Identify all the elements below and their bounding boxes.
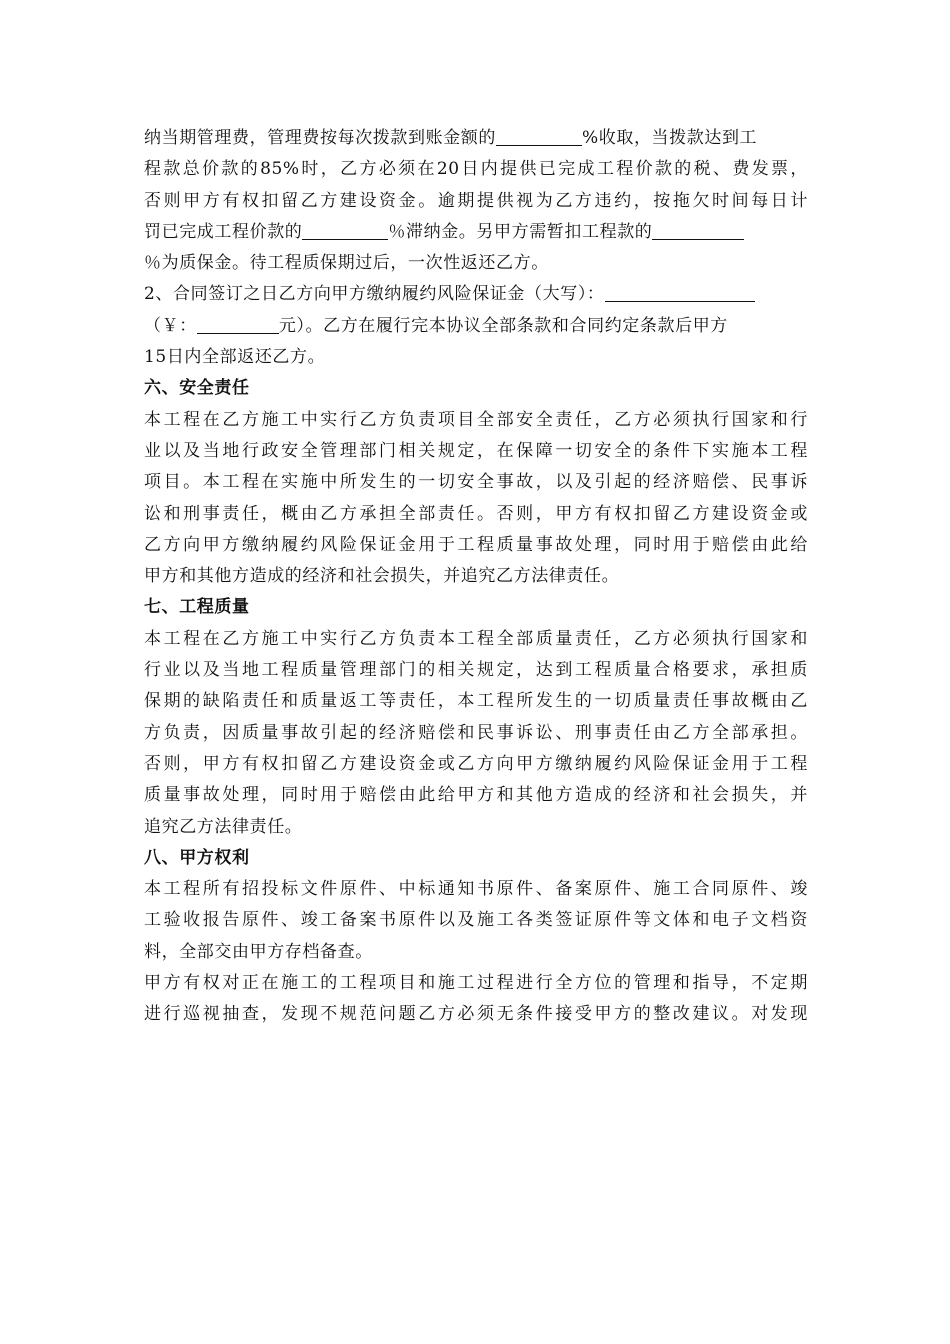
text-line: 甲方和其他方造成的经济和社会损失，并追究乙方法律责任。 [144, 566, 620, 587]
blank-field [496, 127, 582, 146]
text-line: 本工程在乙方施工中实行乙方负责项目全部安全责任，乙方必须执行国家和行 [144, 409, 808, 430]
text-line: 罚已完成工程价款的 ％滞纳金。另甲方需暂扣工程款的 [144, 217, 808, 248]
text-line: 本工程在乙方施工中实行乙方负责本工程全部质量责任，乙方必须执行国家和 [144, 628, 808, 649]
blank-field [605, 283, 755, 302]
text-line: 甲方有权对正在施工的工程项目和施工过程进行全方位的管理和指导，不定期 [144, 973, 808, 994]
text-line: 业以及当地行政安全管理部门相关规定，在保障一切安全的条件下实施本工程 [144, 440, 808, 461]
text-line: 料，全部交由甲方存档备查。 [144, 941, 373, 962]
section-heading: 八、甲方权利 [144, 847, 250, 868]
text-line: 否则，甲方有权扣留乙方建设资金或乙方向甲方缴纳履约风险保证金用于工程 [144, 753, 808, 774]
text-line: 质量事故处理，同时用于赔偿由此给甲方和其他方造成的经济和社会损失，并 [144, 785, 808, 806]
text-line: 进行巡视抽查，发现不规范问题乙方必须无条件接受甲方的整改建议。对发现 [144, 1004, 808, 1025]
text-line: 追究乙方法律责任。 [144, 816, 303, 837]
document-page [144, 123, 808, 1031]
text-line: 2、合同签订之日乙方向甲方缴纳履约风险保证金（大写）： [144, 279, 808, 310]
blank-field [302, 221, 388, 240]
text-line: 15日内全部返还乙方。 [144, 347, 326, 368]
text-line: 否则甲方有权扣留乙方建设资金。逾期提供视为乙方违约，按拖欠时间每日计 [144, 190, 808, 211]
text-line: ％为质保金。待工程质保期过后，一次性返还乙方。 [144, 253, 549, 274]
text-line: 方负责，因质量事故引起的经济赔偿和民事诉讼、刑事责任由乙方全部承担。 [144, 722, 808, 743]
text-line: 乙方向甲方缴纳履约风险保证金用于工程质量事故处理，同时用于赔偿由此给 [144, 534, 808, 555]
text-line: 项目。本工程在实施中所发生的一切安全事故，以及引起的经济赔偿、民事诉 [144, 472, 808, 493]
text-line: （￥： 元）。乙方在履行完本协议全部条款和合同约定条款后甲方 [144, 315, 728, 336]
text-line: 工验收报告原件、竣工备案书原件以及施工各类签证原件等文体和电子文档资 [144, 910, 808, 931]
text-line: 程款总价款的85%时，乙方必须在20日内提供已完成工程价款的税、费发票， [144, 159, 808, 180]
section-heading: 六、安全责任 [144, 378, 250, 399]
text-line: 保期的缺陷责任和质量返工等责任，本工程所发生的一切质量责任事故概由乙 [144, 691, 808, 712]
text-line: 行业以及当地工程质量管理部门的相关规定，达到工程质量合格要求，承担质 [144, 660, 808, 681]
blank-field [197, 315, 279, 334]
text-line: 纳当期管理费，管理费按每次拨款到账金额的 %收取，当拨款达到工 [144, 128, 758, 148]
text-line: 本工程所有招投标文件原件、中标通知书原件、备案原件、施工合同原件、竣 [144, 879, 808, 900]
section-heading: 七、工程质量 [144, 597, 250, 618]
blank-field [652, 221, 744, 240]
text-line: 讼和刑事责任，概由乙方承担全部责任。否则，甲方有权扣留乙方建设资金或 [144, 503, 808, 524]
